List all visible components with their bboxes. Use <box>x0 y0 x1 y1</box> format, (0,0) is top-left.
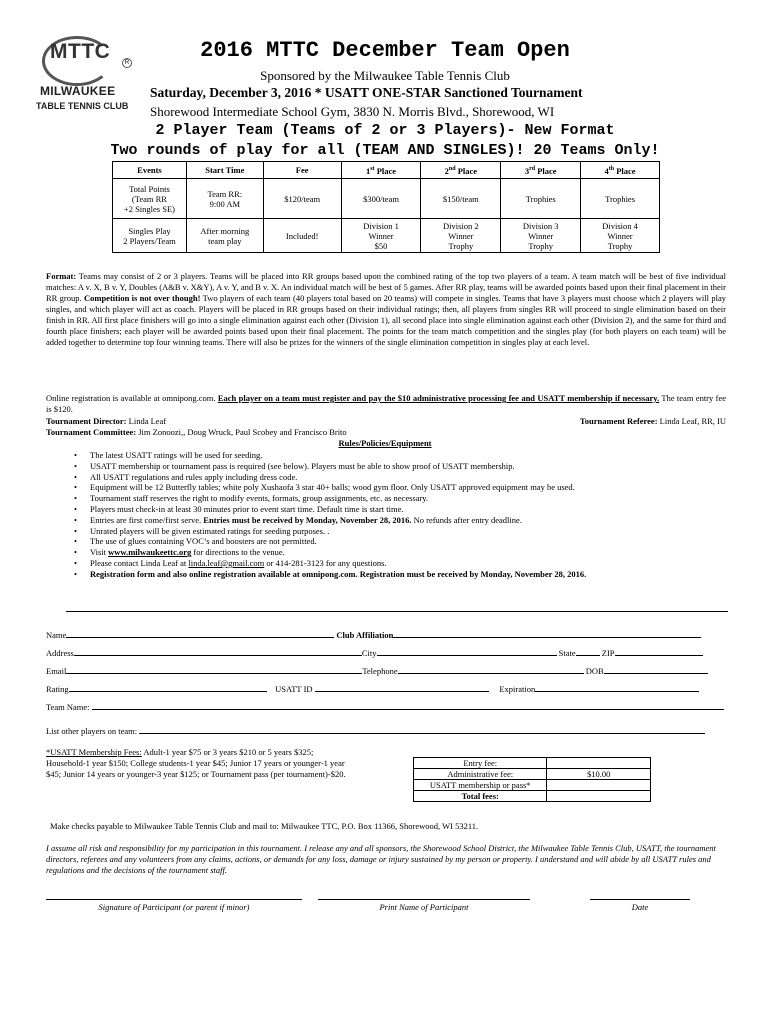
zip-label: ZIP <box>601 648 615 658</box>
membership-fee-field[interactable] <box>547 780 651 791</box>
date-line: Saturday, December 3, 2016 * USATT ONE-STAR Sanctioned Tournament <box>150 85 583 100</box>
date-label: Date <box>631 902 649 912</box>
table-row <box>113 179 660 219</box>
address-field[interactable] <box>74 646 362 656</box>
table-cell: Trophies <box>501 179 581 219</box>
dob-field[interactable] <box>604 664 708 674</box>
format-text-1: Teams may consist of 2 or 3 players. Teams will be placed into RR groups based upon the combined rating of the top two players of a team. A team match will be best of five individual matches: A v. X, B v. Y, Doubles (A&B v. X&Y), A v. Y, and B v. X. An individual match will be best of 5 games. After RR play, teams will be awarded points based upon their final placement in their RR group. <box>46 271 726 303</box>
contact-text: Please contact Linda Leaf at <box>90 557 189 568</box>
fee-label: Administrative fee: <box>414 769 547 780</box>
fees-table <box>413 757 651 802</box>
print-name-field[interactable] <box>318 899 530 913</box>
fee-label: Entry fee: <box>414 758 547 769</box>
list-item <box>90 558 730 569</box>
table-cell: $120/team <box>263 179 341 219</box>
list-item: • The latest USATT ratings will be used for seeding. <box>90 450 730 461</box>
zip-field[interactable] <box>615 646 703 656</box>
format-label: Format: <box>46 271 77 281</box>
rating-row <box>46 682 726 695</box>
membership-text: Adult-1 year $75 or 3 years $210 or 5 years $325; Household-1 year $150; College students-1 year $45; Junior 17 years or younger-1 year $45; Junior 14 years or younger-3 year $125; or Tournament pass (per tournament)-$20. <box>46 747 346 779</box>
director-name: Linda Leaf <box>126 416 167 426</box>
logo-mark: MTTC <box>50 40 111 63</box>
total-fee-field[interactable] <box>547 791 651 802</box>
table-cell: After morning team play <box>186 219 263 253</box>
other-players-field[interactable] <box>139 724 705 734</box>
table-cell: Division 4 Winner Trophy <box>581 219 660 253</box>
table-cell: Trophies <box>581 179 660 219</box>
entries-deadline: Entries must be received by Monday, November 28, 2016. <box>203 514 412 525</box>
admin-fee-value: $10.00 <box>547 769 651 780</box>
list-item <box>90 515 730 526</box>
checks-line: Make checks payable to Milwaukee Table Tennis Club and mail to: Milwaukee TTC, P.O. Box 11366, Shorewood, WI 53211. <box>50 821 479 831</box>
date-field[interactable] <box>590 899 690 913</box>
print-name-label: Print Name of Participant <box>379 902 469 912</box>
logo-line2: TABLE TENNIS CLUB <box>36 101 129 111</box>
rating-field[interactable] <box>69 682 267 692</box>
list-item <box>90 569 730 580</box>
state-field[interactable] <box>576 646 600 656</box>
rules-list-container <box>70 450 730 580</box>
referee-label: Tournament Referee: <box>579 416 658 426</box>
format-line: 2 Player Team (Teams of 2 or 3 Players)- New Format <box>155 122 615 139</box>
name-label: Name <box>46 630 67 640</box>
entries-refund: No refunds after entry deadline. <box>411 514 522 525</box>
registration-requirement: Each player on a team must register and pay the $10 administrative processing fee and USATT membership if necessary. <box>217 393 660 403</box>
table-cell: Singles Play 2 Players/Team <box>113 219 187 253</box>
contact-suffix: or 414-281-3123 for any questions. <box>264 557 387 568</box>
format-paragraph <box>46 271 726 348</box>
table-cell: Division 1 Winner $50 <box>341 219 421 253</box>
rating-label: Rating <box>46 684 69 694</box>
table-row <box>414 769 651 780</box>
table-row <box>414 780 651 791</box>
list-item: • All USATT regulations and rules apply including dress code. <box>90 472 730 483</box>
usatt-id-label: USATT ID <box>275 684 313 694</box>
team-name-row <box>46 700 726 713</box>
director-label: Tournament Director: <box>46 416 127 426</box>
email-label: Email <box>46 666 67 676</box>
telephone-field[interactable] <box>398 664 584 674</box>
visit-suffix: for directions to the venue. <box>191 547 285 558</box>
registration-text: Online registration is available at omnipong.com. <box>46 393 218 403</box>
other-players-row <box>46 724 726 737</box>
fee-label: USATT membership or pass* <box>414 780 547 791</box>
events-table <box>112 161 660 253</box>
format-bold: Competition is not over though! <box>83 293 201 303</box>
registration-paragraph <box>46 393 726 415</box>
city-field[interactable] <box>377 646 557 656</box>
table-cell: $300/team <box>341 179 421 219</box>
email-link[interactable]: linda.leaf@gmail.com <box>188 557 265 568</box>
director-line <box>46 416 726 427</box>
signature-field[interactable] <box>46 899 302 913</box>
table-row <box>113 219 660 253</box>
sponsor-line: Sponsored by the Milwaukee Table Tennis Club <box>260 68 510 83</box>
list-item: • Players must check-in at least 30 minutes prior to event start time. Default time is start time. <box>90 504 730 515</box>
dob-label: DOB <box>585 666 604 676</box>
table-cell: Division 3 Winner Trophy <box>501 219 581 253</box>
header-fee: Fee <box>263 162 341 179</box>
visit-text: Visit <box>90 547 109 558</box>
state-label: State <box>558 648 576 658</box>
team-name-label: Team Name: <box>46 702 90 712</box>
page-title: 2016 MTTC December Team Open <box>200 38 570 63</box>
list-item: • Tournament staff reserves the right to modify events, formats, group assignments, etc. as necessary. <box>90 493 730 504</box>
email-field[interactable] <box>66 664 362 674</box>
rounds-line: Two rounds of play for all (TEAM AND SINGLES)! 20 Teams Only! <box>110 142 660 159</box>
format-text-2: Two players of each team (40 players total based on 20 teams) will compete in singles. Teams that have 3 players must choose which 2 players will play singles, and which player will act as coach. Players will be placed in RR groups based on their individual ratings; then, all players from singles RR will proceed to single elimination based on their finish in RR. All first place finishers will go into a single elimination against each other (Division 1), all second place into single elimination against each other (Division 2), and the same for third and fourth place finishers; each player will be awarded points based upon their final placement. The points for the team match competition and the singles play (for both players on each team) will be added together to determine top four winning teams. There will also be prizes for the winners of the single elimination competition in singles play at each level. <box>46 293 726 347</box>
table-cell: Total Points (Team RR +2 Singles SE) <box>113 179 187 219</box>
table-cell: Division 2 Winner Trophy <box>421 219 501 253</box>
city-label: City <box>361 648 377 658</box>
committee-names: Jim Zonoozi,, Doug Wruck, Paul Scobey and Francisco Brito <box>136 427 347 437</box>
committee-line <box>46 427 726 438</box>
website-link[interactable]: www.milwaukeettc.org <box>108 547 192 558</box>
divider <box>66 611 728 612</box>
rules-list <box>70 450 730 580</box>
membership-label: *USATT Membership Fees: <box>46 747 142 757</box>
referee-name: Linda Leaf, RR, IU <box>657 416 726 426</box>
table-cell: Team RR: 9:00 AM <box>186 179 263 219</box>
club-label: Club Affiliation <box>336 630 394 640</box>
list-item <box>90 547 730 558</box>
expiration-field[interactable] <box>535 682 699 692</box>
logo-line1: MILWAUKEE <box>40 84 116 98</box>
rules-heading: Rules/Policies/Equipment <box>338 438 432 448</box>
name-field[interactable] <box>66 628 334 638</box>
header-4th: 4th Place <box>581 162 660 179</box>
name-row <box>46 628 726 641</box>
registration-fee-text: The team entry fee is $120. <box>46 393 727 414</box>
table-header-row <box>113 162 660 179</box>
address-row <box>46 646 726 659</box>
telephone-label: Telephone <box>362 666 398 676</box>
entry-fee-field[interactable] <box>547 758 651 769</box>
usatt-id-field[interactable] <box>315 682 489 692</box>
header-events: Events <box>113 162 187 179</box>
referee-block <box>580 416 726 427</box>
registration-deadline: Registration form and also online registration available at omnipong.com. Registration must be received by Monday, November 28, 2016. <box>90 568 587 579</box>
header-3rd: 3rd Place <box>501 162 581 179</box>
list-item: • Unrated players will be given estimated ratings for seeding purposes. . <box>90 526 730 537</box>
address-label: Address <box>46 648 74 658</box>
list-item: • Equipment will be 12 Butterfly tables; white poly Xushaofa 3 star 40+ balls; wood gym floor. Only USATT approved equipment may be used. <box>90 482 730 493</box>
header-2nd: 2nd Place <box>421 162 501 179</box>
table-cell: $150/team <box>421 179 501 219</box>
committee-label: Tournament Committee: <box>46 427 137 437</box>
venue-line: Shorewood Intermediate School Gym, 3830 N. Morris Blvd., Shorewood, WI <box>150 104 555 119</box>
team-name-field[interactable] <box>92 700 724 710</box>
expiration-label: Expiration <box>499 684 536 694</box>
waiver-text: I assume all risk and responsibility for my participation in this tournament. I release any and all sponsors, the Shorewood School District, the Milwaukee Table Tennis Club, USATT, the tournament directors, referees and any volunteers from any claims, actions, or demands for any loss, damage or injury sustained by my person or property. I understand and will abide by all USATT rules and regulations and the decisions of the tournament staff. <box>46 843 716 875</box>
table-row <box>414 791 651 802</box>
mttc-logo <box>30 34 134 120</box>
entries-text: Entries are first come/first serve. <box>90 514 204 525</box>
membership-fees <box>46 747 346 780</box>
club-field[interactable] <box>393 628 701 638</box>
email-row <box>46 664 726 677</box>
fee-label: Total fees: <box>414 791 547 802</box>
header-1st: 1st Place <box>341 162 421 179</box>
list-item: • USATT membership or tournament pass is required (see below). Players must be able to show proof of USATT membership. <box>90 461 730 472</box>
table-cell: Included! <box>263 219 341 253</box>
registered-icon: R <box>122 58 132 68</box>
signature-label: Signature of Participant (or parent if minor) <box>98 902 250 912</box>
header-start-time: Start Time <box>186 162 263 179</box>
other-players-label: List other players on team: <box>46 726 138 736</box>
list-item: • The use of glues containing VOC’s and boosters are not permitted. <box>90 536 730 547</box>
table-row <box>414 758 651 769</box>
